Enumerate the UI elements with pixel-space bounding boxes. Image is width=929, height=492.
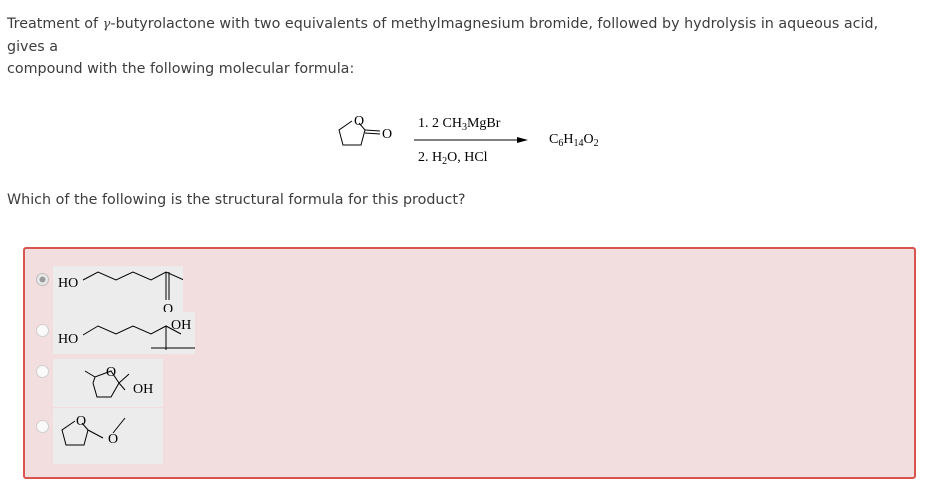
question-line1-end: -butyrolactone with two equivalents of methylmagnesium bromide, followed by hydrolysis in aqueous acid, gives a (7, 16, 879, 55)
answer-options-panel (23, 247, 916, 479)
arrow-head (517, 137, 528, 143)
option-1-o-label: O (163, 302, 174, 317)
radio-option-3[interactable] (36, 365, 49, 378)
option-1-ho-label: HO (58, 276, 79, 291)
radio-option-2[interactable] (36, 324, 49, 337)
option-4-ether-oxygen: O (108, 432, 119, 447)
reagent-step-1: 1. 2 $CH_3MgBr$ (418, 116, 501, 133)
structure-option-1[interactable] (53, 266, 183, 318)
question-line1-start: Treatment of (7, 16, 103, 32)
radio-option-1[interactable] (36, 273, 49, 286)
lactone-ring-oxygen: O (354, 114, 365, 129)
option-4-ring-oxygen: O (76, 414, 87, 429)
structure-option-3[interactable] (53, 359, 163, 407)
structure-option-4[interactable] (53, 408, 163, 464)
reagent-step-2: 2. $H_2O$, HCl (418, 150, 488, 167)
option-3-ring-oxygen: O (106, 365, 117, 380)
option-3-oh-label: OH (133, 382, 154, 397)
product-formula: $C_6H_{14}O_2$ (549, 132, 599, 149)
option-2-ho-label: HO (58, 332, 79, 347)
radio-option-4[interactable] (36, 420, 49, 433)
question-text (7, 13, 912, 80)
structure-option-2[interactable] (53, 312, 195, 354)
question-line2: compound with the following molecular formula: (7, 61, 355, 77)
gamma-symbol: γ (102, 17, 111, 32)
lactone-carbonyl-oxygen: O (382, 127, 393, 142)
option-2-oh-label: OH (171, 318, 192, 333)
question-prompt: Which of the following is the structural formula for this product? (7, 192, 466, 208)
reaction-scheme (330, 108, 630, 170)
